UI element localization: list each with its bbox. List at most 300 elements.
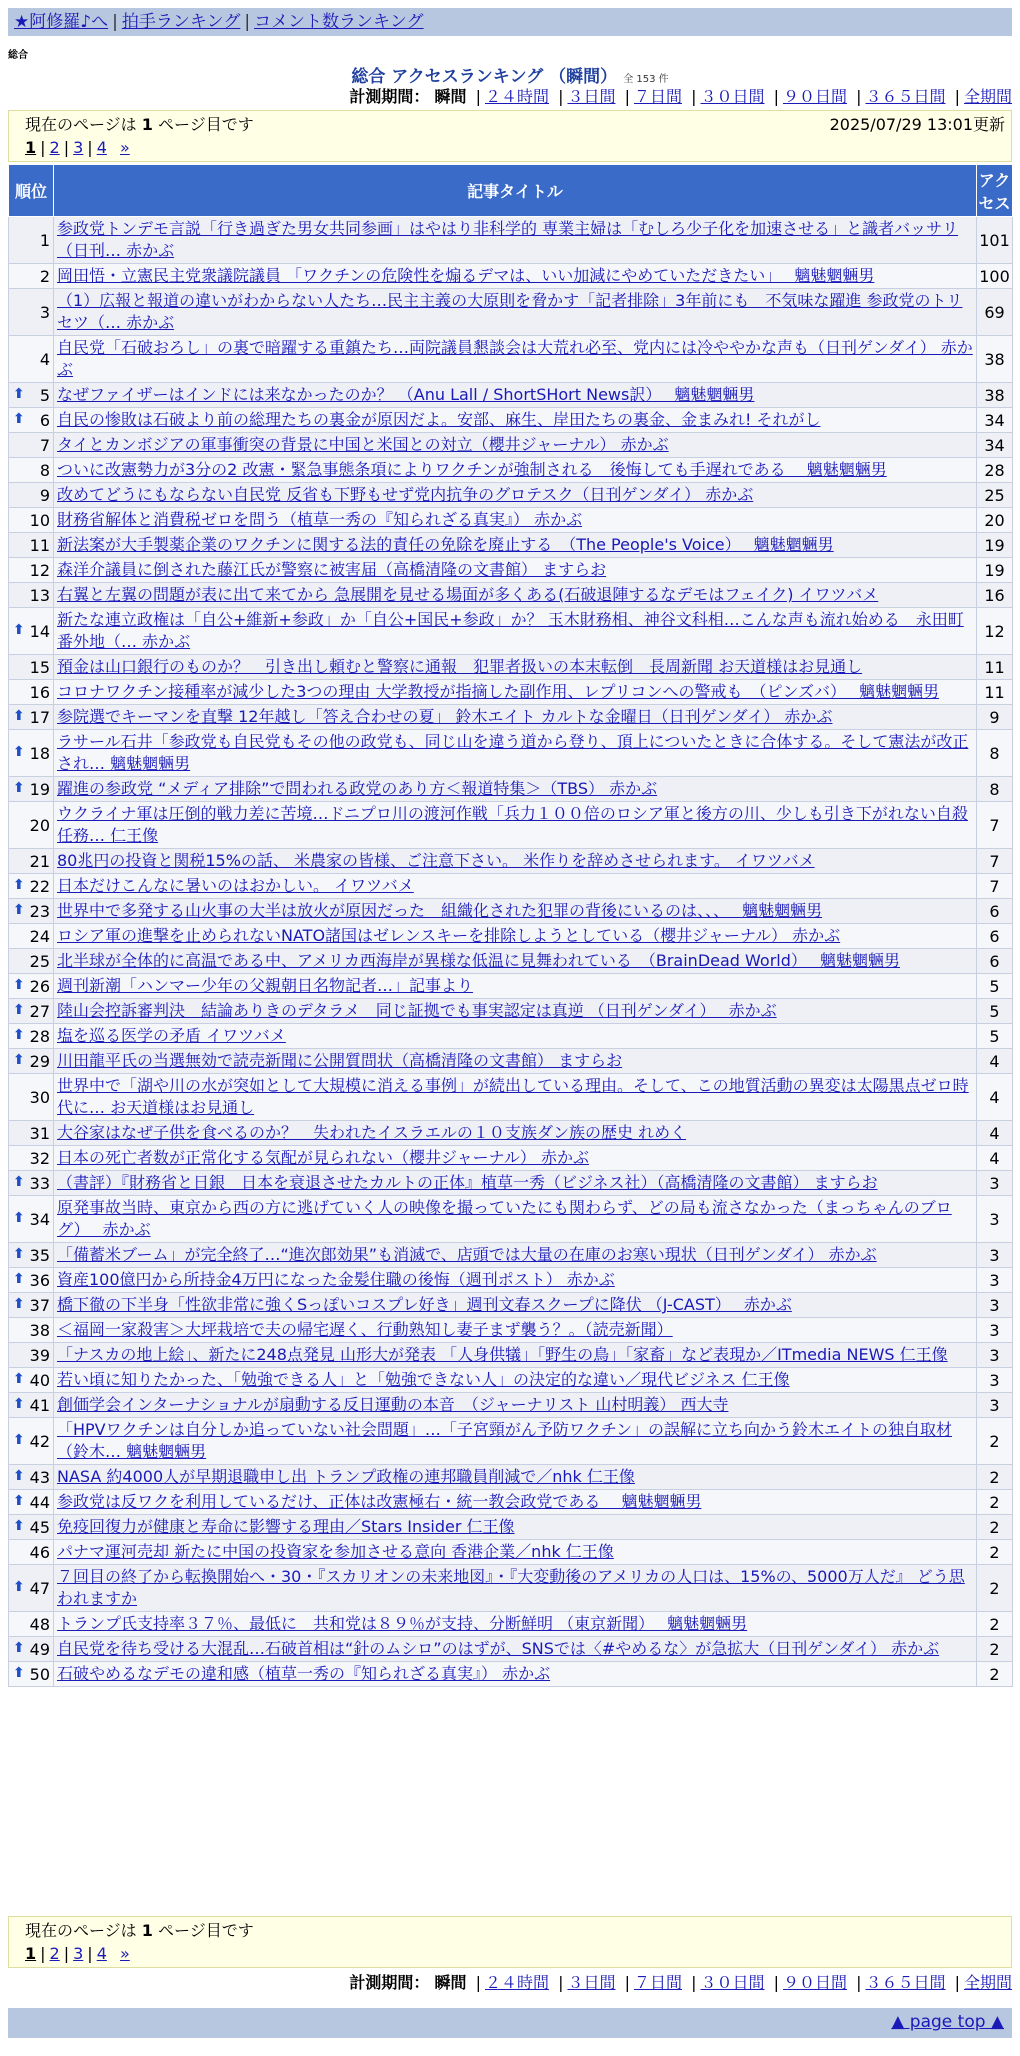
page-link-2[interactable]: 2 [49, 138, 60, 157]
rank-number: 43 [29, 1467, 50, 1487]
period-link-all[interactable]: 全期間 [963, 87, 1012, 106]
title-cell [54, 264, 977, 289]
rank-number: 2 [39, 266, 50, 286]
title-cell [54, 705, 977, 730]
page-status [25, 1919, 995, 1942]
title-cell [54, 1418, 977, 1465]
rank-up-arrow-icon: ⬆ [13, 1173, 25, 1190]
rank-number: 33 [29, 1173, 50, 1193]
bottom-bar [8, 2008, 1012, 2038]
article-link[interactable]: 参政党トンデモ言説「行き過ぎた男女共同参画」はやはり非科学的 専業主婦は「むしろ少子化を加速させる」と識者バッサリ（日刊… 赤かぶ [57, 219, 959, 260]
article-link[interactable]: ウクライナ軍は圧倒的戦力差に苦境…ドニプロ川の渡河作戦「兵力１００倍のロシア軍と後方の川、少しも引き下がれない自殺任務… 仁王像 [57, 804, 968, 845]
rank-cell [9, 655, 54, 680]
rank-up-arrow-icon: ⬆ [13, 621, 25, 638]
table-row [9, 655, 1013, 680]
article-link[interactable]: 橋下徹の下半身「性欲非常に強くSっぽいコスプレ好き」週刊文春スクープに降伏 （J-CAST） 赤かぶ [57, 1295, 792, 1314]
rank-up-arrow-icon: ⬆ [13, 1664, 25, 1681]
article-link[interactable]: コロナワクチン接種率が減少した3つの理由 大学教授が指摘した副作用、レプリコンへの警戒も （ピンズバ） 魑魅魍魎男 [57, 682, 940, 701]
period-link-24h[interactable]: ２４時間 [484, 1973, 549, 1992]
table-row [9, 608, 1013, 655]
comment-ranking-link[interactable]: コメント数ランキング [254, 12, 424, 32]
access-count: 34 [977, 433, 1013, 458]
table-row [9, 508, 1013, 533]
table-row [9, 1293, 1013, 1318]
rank-cell [9, 1074, 54, 1121]
rank-number: 35 [29, 1245, 50, 1265]
table-row [9, 1393, 1013, 1418]
article-link[interactable]: 参院選でキーマンを直撃 12年越し「答え合わせの夏」 鈴木エイト カルトな金曜日（日刊ゲンダイ） 赤かぶ [57, 707, 833, 726]
period-label: 計測期間： [349, 87, 430, 106]
table-row [9, 408, 1013, 433]
title-cell [54, 1318, 977, 1343]
ranking-title: 総合 アクセスランキング （瞬間） [351, 67, 618, 87]
rank-number: 19 [29, 779, 50, 799]
rank-up-arrow-icon: ⬆ [13, 901, 25, 918]
access-count: 2 [977, 1515, 1013, 1540]
access-count: 69 [977, 289, 1013, 336]
period-link-90d[interactable]: ９０日間 [782, 1973, 847, 1992]
access-count: 5 [977, 999, 1013, 1024]
table-row [9, 802, 1013, 849]
table-row [9, 1171, 1013, 1196]
rank-number: 22 [29, 876, 50, 896]
rank-number: 28 [29, 1026, 50, 1046]
access-count: 6 [977, 899, 1013, 924]
rank-cell [9, 1393, 54, 1418]
title-cell [54, 1146, 977, 1171]
table-row [9, 1146, 1013, 1171]
rank-cell [9, 1024, 54, 1049]
article-link[interactable]: 80兆円の投資と関税15%の話、 米農家の皆様、ご注意下さい。 米作りを辞めさせられます。 イワツバメ [57, 851, 815, 870]
access-count: 34 [977, 408, 1013, 433]
rank-cell [9, 924, 54, 949]
rank-number: 41 [29, 1395, 50, 1415]
top-nav-bar [8, 8, 1012, 36]
section-label: 総合 [8, 50, 28, 61]
rank-number: 34 [29, 1209, 50, 1229]
article-link[interactable]: 自民党を待ち受ける大混乱…石破首相は“針のムシロ”のはずが、SNSでは〈#やめるな〉が急拡大（日刊ゲンダイ） 赤かぶ [57, 1639, 940, 1658]
table-row [9, 433, 1013, 458]
page-link-4[interactable]: 4 [96, 1944, 107, 1963]
access-count: 6 [977, 949, 1013, 974]
article-link[interactable]: 石破やめるなデモの違和感（植草一秀の『知られざる真実』） 赤かぶ [57, 1664, 551, 1683]
title-cell [54, 924, 977, 949]
rank-number: 37 [29, 1295, 50, 1315]
table-row [9, 1343, 1013, 1368]
rank-up-arrow-icon: ⬆ [13, 1370, 25, 1387]
period-selector-bottom: 計測期間： 瞬間 | ２４時間 | ３日間 | ７日間 | ３０日間 | ９０日間 | ３６５日間 | 全期間 [349, 1973, 1012, 1992]
table-row [9, 383, 1013, 408]
rank-cell [9, 1565, 54, 1612]
period-link-24h[interactable]: ２４時間 [484, 87, 549, 106]
access-count: 12 [977, 608, 1013, 655]
article-link[interactable]: 若い頃に知りたかった、「勉強できる人」と「勉強できない人」の決定的な違い／現代ビジネス 仁王像 [57, 1370, 790, 1389]
period-link-3d[interactable]: ３日間 [567, 1973, 616, 1992]
page-link-3[interactable]: 3 [73, 1944, 84, 1963]
rank-cell [9, 705, 54, 730]
rank-up-arrow-icon: ⬆ [13, 1431, 25, 1448]
title-cell [54, 999, 977, 1024]
title-cell [54, 1171, 977, 1196]
access-count: 100 [977, 264, 1013, 289]
page-status-suffix: ページ目です [158, 115, 254, 134]
title-cell [54, 1612, 977, 1637]
article-link[interactable]: なぜファイザーはインドには来なかったのか？ （Anu Lall / ShortSHort News訳） 魑魅魍魎男 [57, 385, 755, 404]
title-cell [54, 1465, 977, 1490]
rank-cell [9, 508, 54, 533]
rank-number: 3 [39, 302, 50, 322]
access-count: 3 [977, 1268, 1013, 1293]
rank-cell [9, 1662, 54, 1687]
article-link[interactable]: 北半球が全体的に高温である中、アメリカ西海岸が異様な低温に見舞われている （BrainDead World） 魑魅魍魎男 [57, 951, 900, 970]
rank-cell [9, 680, 54, 705]
current-page: 1 [25, 1944, 37, 1963]
table-row [9, 1637, 1013, 1662]
period-label: 計測期間： [349, 1973, 430, 1992]
rank-number: 8 [39, 460, 50, 480]
rank-cell [9, 533, 54, 558]
rank-cell [9, 1343, 54, 1368]
title-cell [54, 874, 977, 899]
article-link[interactable]: 「HPVワクチンは自分しか追っていない社会問題」…「子宮頸がん予防ワクチン」の誤解に立ち向かう鈴木エイトの独自取材（鈴木… 魑魅魍魎男 [57, 1420, 953, 1461]
article-link[interactable]: 大谷家はなぜ子供を食べるのか？ 失われたイスラエルの１０支族ダン族の歴史 れめく [57, 1123, 687, 1142]
access-count: 6 [977, 924, 1013, 949]
article-link[interactable]: 岡田悟・立憲民主党衆議院議員 「ワクチンの危険性を煽るデマは、いい加減にやめていただきたい」 魑魅魍魎男 [57, 266, 875, 285]
period-current: 瞬間 [434, 87, 467, 106]
rank-number: 24 [29, 926, 50, 946]
rank-cell [9, 1146, 54, 1171]
rank-up-arrow-icon: ⬆ [13, 1578, 25, 1595]
article-link[interactable]: 右翼と左翼の問題が表に出て来てから 急展開を見せる場面が多くある(石破退陣するなデモはフェイク) イワツバメ [57, 585, 879, 604]
period-link-all[interactable]: 全期間 [963, 1973, 1012, 1992]
rank-number: 38 [29, 1320, 50, 1340]
total-count: 全 153 件 [623, 74, 669, 85]
access-count: 2 [977, 1637, 1013, 1662]
title-cell [54, 458, 977, 483]
site-home-link[interactable]: ★阿修羅♪へ [14, 12, 109, 32]
rank-number: 12 [29, 560, 50, 580]
rank-cell [9, 608, 54, 655]
title-cell [54, 1540, 977, 1565]
title-cell [54, 1243, 977, 1268]
period-link-7d[interactable]: ７日間 [633, 87, 682, 106]
title-cell [54, 483, 977, 508]
access-count: 38 [977, 336, 1013, 383]
page-top-link[interactable]: ▲ page top ▲ [891, 2012, 1004, 2032]
rank-up-arrow-icon: ⬆ [13, 1270, 25, 1287]
access-count: 38 [977, 383, 1013, 408]
rank-number: 36 [29, 1270, 50, 1290]
article-link[interactable]: 自民党「石破おろし」の裏で暗躍する重鎮たち…両院議員懇談会は大荒れ必至、党内には冷ややかな声も（日刊ゲンダイ） 赤かぶ [57, 338, 973, 379]
rank-cell [9, 336, 54, 383]
article-link[interactable]: 新たな連立政権は「自公+維新+参政」か「自公+国民+参政」か？ 玉木財務相、神谷文科相…こんな声も流れ始める 永田町番外地（… 赤かぶ [57, 610, 964, 651]
rank-cell [9, 558, 54, 583]
article-link[interactable]: 財務省解体と消費税ゼロを問う（植草一秀の『知られざる真実』） 赤かぶ [57, 510, 583, 529]
clap-ranking-link[interactable]: 拍手ランキング [121, 12, 241, 32]
table-row [9, 1196, 1013, 1243]
rank-cell [9, 1196, 54, 1243]
article-link[interactable]: 原発事故当時、東京から西の方に逃げていく人の映像を撮っていたにも関わらず、どの局も流さなかった（まっちゃんのブログ） 赤かぶ [57, 1198, 952, 1239]
rank-up-arrow-icon: ⬆ [13, 976, 25, 993]
rank-up-arrow-icon: ⬆ [13, 1245, 25, 1262]
article-link[interactable]: （1）広報と報道の違いがわからない人たち…民主主義の大原則を脅かす「記者排除」3年前にも 不気味な躍進 参政党のトリセツ（… 赤かぶ [57, 291, 963, 332]
access-count: 2 [977, 1565, 1013, 1612]
rank-number: 40 [29, 1370, 50, 1390]
table-row [9, 1074, 1013, 1121]
page-status-number: 1 [141, 1921, 153, 1940]
article-link[interactable]: 週刊新潮「ハンマー少年の父親朝日名物記者…」記事より [57, 976, 474, 995]
period-link-365d[interactable]: ３６５日間 [865, 1973, 946, 1992]
article-link[interactable]: ラサール石井「参政党も自民党もその他の政党も、同じ山を違う道から登り、頂上についたときに合体する。そして憲法が改正され… 魑魅魍魎男 [57, 732, 969, 773]
rank-cell [9, 1243, 54, 1268]
rank-number: 16 [29, 682, 50, 702]
article-link[interactable]: 世界中で「湖や川の水が突如として大規模に消える事例」が続出している理由。そして、この地質活動の異変は太陽黒点ゼロ時代に… お天道様はお見通し [57, 1076, 969, 1117]
rank-number: 21 [29, 851, 50, 871]
access-count: 2 [977, 1540, 1013, 1565]
access-count: 3 [977, 1318, 1013, 1343]
title-cell [54, 1637, 977, 1662]
rank-number: 27 [29, 1001, 50, 1021]
access-count: 101 [977, 217, 1013, 264]
nav-separator: | [244, 12, 251, 32]
rank-number: 25 [29, 951, 50, 971]
table-row [9, 264, 1013, 289]
rank-number: 6 [39, 410, 50, 430]
rank-cell [9, 1515, 54, 1540]
rank-number: 13 [29, 585, 50, 605]
period-link-3d[interactable]: ３日間 [567, 87, 616, 106]
rank-cell [9, 1540, 54, 1565]
article-link[interactable]: パナマ運河売却 新たに中国の投資家を参加させる意向 香港企業／nhk 仁王像 [57, 1542, 614, 1561]
rank-number: 15 [29, 657, 50, 677]
period-link-90d[interactable]: ９０日間 [782, 87, 847, 106]
rank-number: 49 [29, 1639, 50, 1659]
rank-number: 45 [29, 1517, 50, 1537]
title-cell [54, 336, 977, 383]
article-link[interactable]: 塩を巡る医学の矛盾 イワツバメ [57, 1026, 286, 1045]
page-link-2[interactable]: 2 [49, 1944, 60, 1963]
rank-up-arrow-icon: ⬆ [13, 1395, 25, 1412]
table-row [9, 680, 1013, 705]
table-row [9, 1565, 1013, 1612]
table-row [9, 289, 1013, 336]
rank-cell [9, 849, 54, 874]
rank-cell [9, 1418, 54, 1465]
article-link[interactable]: ロシア軍の進撃を止められないNATO諸国はゼレンスキーを排除しようとしている（櫻井ジャーナル） 赤かぶ [57, 926, 841, 945]
table-row [9, 924, 1013, 949]
table-row [9, 1243, 1013, 1268]
rank-cell [9, 583, 54, 608]
access-count: 20 [977, 508, 1013, 533]
rank-number: 31 [29, 1123, 50, 1143]
title-cell [54, 1074, 977, 1121]
title-cell [54, 974, 977, 999]
rank-up-arrow-icon: ⬆ [13, 1517, 25, 1534]
access-count: 3 [977, 1368, 1013, 1393]
article-link[interactable]: 森洋介議員に倒された藤江氏が警察に被害届（高橋清隆の文書館） ますらお [57, 560, 607, 579]
table-row [9, 777, 1013, 802]
article-link[interactable]: 日本だけこんなに暑いのはおかしい。 イワツバメ [57, 876, 414, 895]
title-cell [54, 1343, 977, 1368]
article-link[interactable]: トランプ氏支持率３７％、最低に 共和党は８９％が支持、分断鮮明 （東京新聞） 魑魅魍魎男 [57, 1614, 748, 1633]
table-row [9, 899, 1013, 924]
page-link-next[interactable]: » [119, 1944, 130, 1963]
table-row [9, 483, 1013, 508]
table-row [9, 1121, 1013, 1146]
rank-cell [9, 999, 54, 1024]
title-cell [54, 608, 977, 655]
page-status-number: 1 [141, 115, 153, 134]
article-link[interactable]: 「ナスカの地上絵」、新たに248点発見 山形大が発表 「人身供犠」「野生の鳥」「家畜」など表現か／ITmedia NEWS 仁王像 [57, 1345, 948, 1364]
title-cell [54, 1393, 977, 1418]
rank-cell [9, 289, 54, 336]
article-link[interactable]: 預金は山口銀行のものか？ 引き出し頼むと警察に通報 犯罪者扱いの本末転倒 長周新聞 お天道様はお見通し [57, 657, 863, 676]
header-rank: 順位 [9, 165, 54, 217]
title-cell [54, 1490, 977, 1515]
table-row [9, 1049, 1013, 1074]
title-cell [54, 583, 977, 608]
rank-cell [9, 1171, 54, 1196]
table-row [9, 533, 1013, 558]
rank-cell [9, 1268, 54, 1293]
rank-cell [9, 874, 54, 899]
title-cell [54, 680, 977, 705]
access-count: 3 [977, 1196, 1013, 1243]
rank-cell [9, 408, 54, 433]
rank-cell [9, 264, 54, 289]
page-link-3[interactable]: 3 [73, 138, 84, 157]
rank-up-arrow-icon: ⬆ [13, 743, 25, 760]
article-link[interactable]: 日本の死亡者数が正常化する気配が見られない（櫻井ジャーナル） 赤かぶ [57, 1148, 589, 1167]
rank-up-arrow-icon: ⬆ [13, 410, 25, 427]
rank-cell [9, 1637, 54, 1662]
article-link[interactable]: 免疫回復力が健康と寿命に影響する理由／Stars Insider 仁王像 [57, 1517, 515, 1536]
article-link[interactable]: NASA 約4000人が早期退職申し出 トランプ政権の連邦職員削減で／nhk 仁王像 [57, 1467, 635, 1486]
rank-cell [9, 383, 54, 408]
table-row [9, 1318, 1013, 1343]
rank-number: 47 [29, 1578, 50, 1598]
title-cell [54, 217, 977, 264]
table-row [9, 583, 1013, 608]
rank-number: 14 [29, 621, 50, 641]
rank-number: 23 [29, 901, 50, 921]
access-count: 28 [977, 458, 1013, 483]
article-link[interactable]: 自民の惨敗は石破より前の総理たちの裏金が原因だよ。安部、麻生、岸田たちの裏金、金まみれ! それがし [57, 410, 821, 429]
rank-number: 48 [29, 1614, 50, 1634]
header-access: アクセス [977, 165, 1013, 217]
title-cell [54, 1121, 977, 1146]
page-status-prefix: 現在のページは [25, 115, 137, 134]
rank-up-arrow-icon: ⬆ [13, 779, 25, 796]
article-link[interactable]: 創価学会インターナショナルが扇動する反日運動の本音 （ジャーナリスト 山村明義） 西大寺 [57, 1395, 729, 1414]
page-link-next[interactable]: » [119, 138, 130, 157]
period-link-7d[interactable]: ７日間 [633, 1973, 682, 1992]
article-link[interactable]: 参政党は反ワクを利用しているだけ、正体は改憲極右・統一教会政党である 魑魅魍魎男 [57, 1492, 702, 1511]
rank-number: 1 [39, 230, 50, 250]
article-link[interactable]: 川田龍平氏の当選無効で読売新聞に公開質問状（高橋清隆の文書館） ますらお [57, 1051, 623, 1070]
rank-number: 32 [29, 1148, 50, 1168]
access-count: 2 [977, 1465, 1013, 1490]
period-link-30d[interactable]: ３０日間 [700, 87, 765, 106]
access-count: 2 [977, 1490, 1013, 1515]
access-count: 7 [977, 874, 1013, 899]
title-cell [54, 558, 977, 583]
rank-cell [9, 483, 54, 508]
access-count: 7 [977, 802, 1013, 849]
page-status-suffix: ページ目です [158, 1921, 254, 1940]
access-count: 9 [977, 705, 1013, 730]
rank-number: 17 [29, 707, 50, 727]
article-link[interactable]: 新法案が大手製薬企業のワクチンに関する法的責任の免除を廃止する （The People's Voice） 魑魅魍魎男 [57, 535, 834, 554]
table-row [9, 874, 1013, 899]
rank-cell [9, 802, 54, 849]
ranking-table [8, 164, 1013, 1687]
rank-number: 39 [29, 1345, 50, 1365]
article-link[interactable]: 資産100億円から所持金4万円になった金髪住職の後悔（週刊ポスト） 赤かぶ [57, 1270, 615, 1289]
article-link[interactable]: ついに改憲勢力が3分の2 改憲・緊急事態条項によりワクチンが強制される 後悔しても手遅れである 魑魅魍魎男 [57, 460, 887, 479]
article-link[interactable]: （書評）『財務省と日銀 日本を衰退させたカルトの正体』植草一秀（ビジネス社）（高橋清隆の文書館） ますらお [57, 1173, 878, 1192]
access-count: 3 [977, 1171, 1013, 1196]
table-row [9, 1465, 1013, 1490]
table-row [9, 1490, 1013, 1515]
period-link-365d[interactable]: ３６５日間 [865, 87, 946, 106]
rank-number: 30 [29, 1087, 50, 1107]
article-link[interactable]: ７回目の終了から転換開始へ・30・『スカリオンの未来地図』・『大変動後のアメリカの人口は、15%の、5000万人だ』 どう思われますか [57, 1567, 965, 1608]
table-row [9, 1368, 1013, 1393]
access-count: 4 [977, 1074, 1013, 1121]
period-link-30d[interactable]: ３０日間 [700, 1973, 765, 1992]
rank-number: 10 [29, 510, 50, 530]
current-page: 1 [25, 138, 37, 157]
article-link[interactable]: 世界中で多発する山火事の大半は放火が原因だった 組織化された犯罪の背後にいるのは、、、 魑魅魍魎男 [57, 901, 823, 920]
title-cell [54, 433, 977, 458]
article-link[interactable]: 「備蓄米ブーム」が完全終了…“進次郎効果”も消滅で、店頭では大量の在庫のお寒い現状（日刊ゲンダイ） 赤かぶ [57, 1245, 877, 1264]
table-row [9, 458, 1013, 483]
table-row [9, 1024, 1013, 1049]
table-row [9, 1662, 1013, 1687]
article-link[interactable]: タイとカンボジアの軍事衝突の背景に中国と米国との対立（櫻井ジャーナル） 赤かぶ [57, 435, 669, 454]
title-cell [54, 949, 977, 974]
title-cell [54, 777, 977, 802]
title-cell [54, 1196, 977, 1243]
rank-cell [9, 974, 54, 999]
rank-number: 9 [39, 485, 50, 505]
page-link-4[interactable]: 4 [96, 138, 107, 157]
article-link[interactable]: ＜福岡一家殺害＞大坪栽培で夫の帰宅遅く、行動熟知し妻子まず襲う？。（読売新聞） [57, 1320, 673, 1339]
page-info-bottom [8, 1916, 1012, 1968]
rank-up-arrow-icon: ⬆ [13, 1051, 25, 1068]
table-row [9, 1268, 1013, 1293]
page-info-top [8, 110, 1012, 162]
article-link[interactable]: 改めてどうにもならない自民党 反省も下野もせず党内抗争のグロテスク（日刊ゲンダイ） 赤かぶ [57, 485, 754, 504]
rank-up-arrow-icon: ⬆ [13, 385, 25, 402]
article-link[interactable]: 躍進の参政党 “メディア排除”で問われる政党のあり方＜報道特集＞（TBS） 赤かぶ [57, 779, 658, 798]
access-count: 3 [977, 1343, 1013, 1368]
access-count: 4 [977, 1121, 1013, 1146]
article-link[interactable]: 陸山会控訴審判決 結論ありきのデタラメ 同じ証拠でも事実認定は真逆 （日刊ゲンダイ） 赤かぶ [57, 1001, 777, 1020]
rank-up-arrow-icon: ⬆ [13, 876, 25, 893]
table-row [9, 558, 1013, 583]
rank-up-arrow-icon: ⬆ [13, 1295, 25, 1312]
title-cell [54, 1662, 977, 1687]
title-cell [54, 533, 977, 558]
period-selector-top: 計測期間： 瞬間 | ２４時間 | ３日間 | ７日間 | ３０日間 | ９０日間 | ３６５日間 | 全期間 [349, 87, 1012, 106]
table-row [9, 949, 1013, 974]
page-status-prefix: 現在のページは [25, 1921, 137, 1940]
rank-up-arrow-icon: ⬆ [13, 1639, 25, 1656]
rank-cell [9, 1293, 54, 1318]
table-row [9, 217, 1013, 264]
